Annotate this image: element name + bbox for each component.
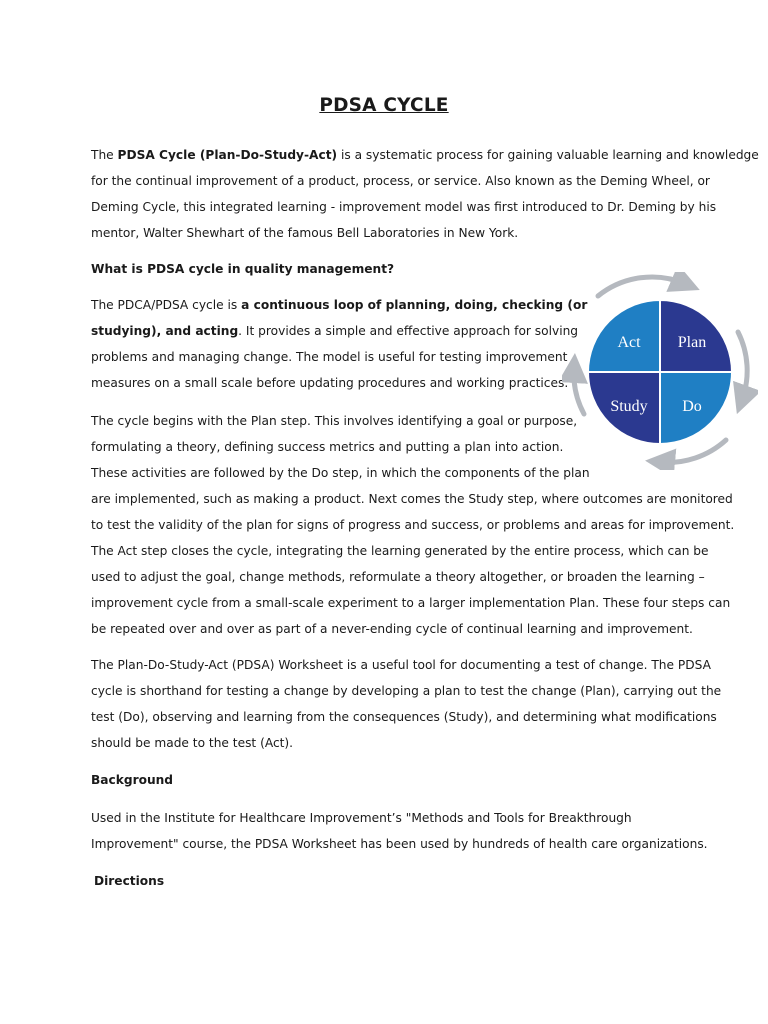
text-run: . It provides a simple and effective approach for solving: [238, 324, 579, 338]
text-line: are implemented, such as making a product. Next comes the Study step, where outcomes are monitored: [91, 492, 733, 506]
text-line: to test the validity of the plan for signs of progress and success, or problems and areas for improvement.: [91, 518, 735, 532]
text-line: Improvement" course, the PDSA Worksheet has been used by hundreds of health care organizations.: [91, 837, 708, 851]
definition-paragraph: [91, 292, 587, 396]
text-line: formulating a theory, defining success metrics and putting a plan into action.: [91, 440, 564, 454]
text-line: [91, 318, 587, 344]
question-heading: What is PDSA cycle in quality management?: [91, 262, 395, 276]
page-title: PDSA CYCLE: [319, 95, 449, 116]
worksheet-paragraph: [91, 652, 721, 756]
directions-heading: Directions: [94, 874, 165, 888]
text-line: for the continual improvement of a product, process, or service. Also known as the Deming Wheel, or: [91, 174, 710, 188]
bold-phrase: studying), and acting: [91, 324, 239, 338]
text-line: should be made to the test (Act).: [91, 736, 294, 750]
arrow-left: [574, 368, 584, 414]
text-line: [91, 292, 587, 318]
text-line: be repeated over and over as part of a never-ending cycle of continual learning and improvement.: [91, 622, 693, 636]
text-line: mentor, Walter Shewhart of the famous Bell Laboratories in New York.: [91, 226, 519, 240]
text-line: Deming Cycle, this integrated learning - improvement model was first introduced to Dr. Deming by his: [91, 200, 717, 214]
pdsa-cycle-diagram: [562, 272, 758, 470]
background-heading: Background: [91, 773, 174, 787]
text-line: The Plan-Do-Study-Act (PDSA) Worksheet is a useful tool for documenting a test of change. The PDSA: [91, 658, 711, 672]
bold-term: PDSA Cycle (Plan-Do-Study-Act): [117, 148, 338, 162]
intro-paragraph: [91, 142, 759, 246]
bold-phrase: a continuous loop of planning, doing, checking (or: [241, 298, 588, 312]
text-line: improvement cycle from a small-scale experiment to a larger implementation Plan. These four steps can: [91, 596, 731, 610]
text-line: used to adjust the goal, change methods, reformulate a theory altogether, or broaden the learning –: [91, 570, 705, 584]
label-act: Act: [617, 334, 641, 351]
label-plan: Plan: [677, 334, 707, 351]
text-run: The PDCA/PDSA cycle is: [91, 298, 242, 312]
label-do: Do: [682, 398, 702, 415]
text-line: test (Do), observing and learning from the consequences (Study), and determining what modifications: [91, 710, 717, 724]
label-study: Study: [610, 398, 648, 415]
pdsa-wheel: [562, 272, 758, 470]
text-run: The: [91, 148, 118, 162]
text-line: These activities are followed by the Do step, in which the components of the plan: [91, 466, 590, 480]
text-line: measures on a small scale before updating procedures and working practices.: [91, 376, 569, 390]
text-run: is a systematic process for gaining valuable learning and knowledge: [337, 148, 759, 162]
text-line: problems and managing change. The model is useful for testing improvement: [91, 350, 568, 364]
background-paragraph: [91, 805, 708, 857]
arrow-right: [738, 332, 747, 400]
arrow-top: [598, 277, 686, 296]
text-line: [91, 142, 759, 168]
text-line: The Act step closes the cycle, integrating the learning generated by the entire process, which can be: [91, 544, 709, 558]
text-line: The cycle begins with the Plan step. This involves identifying a goal or purpose,: [91, 414, 578, 428]
text-line: cycle is shorthand for testing a change by developing a plan to test the change (Plan), carrying out the: [91, 684, 722, 698]
quadrants: [588, 300, 732, 444]
text-line: Used in the Institute for Healthcare Improvement’s "Methods and Tools for Breakthrough: [91, 811, 632, 825]
